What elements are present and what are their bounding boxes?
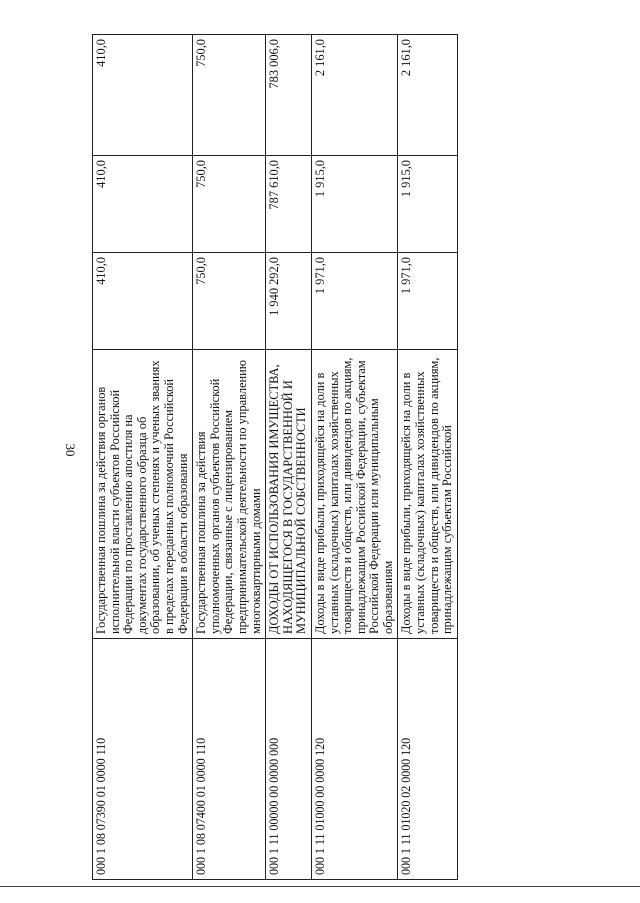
budget-code-cell: 000 1 11 00000 00 0000 000 xyxy=(266,639,312,880)
amount-cell-3: 783 006,0 xyxy=(266,35,312,156)
amount-cell-2: 1 915,0 xyxy=(398,156,457,253)
budget-code-cell: 000 1 08 07400 01 0000 110 xyxy=(193,639,266,880)
table-row xyxy=(398,35,457,880)
table-row xyxy=(266,35,312,880)
revenue-name-cell: Доходы в виде прибыли, приходящейся на доли в уставных (складочных) капиталах хозяйственных товариществ и обществ, или дивидендов по акциям, принадлежащим Российской Федерации, субъектам Российской Федерации или муниципальным образованиям xyxy=(311,350,398,639)
amount-cell-2: 750,0 xyxy=(193,156,266,253)
revenue-name-cell: Государственная пошлина за действия уполномоченных органов субъектов Российской Федерации, связанные с лицензированием предпринимательской деятельности по управлению многоквартирными домами xyxy=(193,350,266,639)
budget-code-cell: 000 1 11 01020 02 0000 120 xyxy=(398,639,457,880)
page-bottom-rule xyxy=(0,886,640,887)
page-number: 30 xyxy=(63,443,78,457)
revenue-name-cell: Государственная пошлина за действия органов исполнительной власти субъектов Российской Федерации по проставлению апостиля на документах государственного образца об образовании, об ученых степенях и ученых званиях в пределах переданных полномочий Российской Федерации в области образования xyxy=(93,350,193,639)
amount-cell-1: 1 971,0 xyxy=(398,253,457,350)
table-row xyxy=(311,35,398,880)
amount-cell-3: 2 161,0 xyxy=(398,35,457,156)
amount-cell-1: 410,0 xyxy=(93,253,193,350)
revenue-name-cell: ДОХОДЫ ОТ ИСПОЛЬЗОВАНИЯ ИМУЩЕСТВА, НАХОДЯЩЕГОСЯ В ГОСУДАРСТВЕННОЙ И МУНИЦИПАЛЬНОЙ СОБСТВЕННОСТИ xyxy=(266,350,312,639)
amount-cell-1: 1 940 292,0 xyxy=(266,253,312,350)
rotated-table-wrapper xyxy=(92,39,542,880)
budget-table xyxy=(92,34,458,880)
budget-code-cell: 000 1 11 01000 00 0000 120 xyxy=(311,639,398,880)
amount-cell-2: 410,0 xyxy=(93,156,193,253)
amount-cell-2: 787 610,0 xyxy=(266,156,312,253)
revenue-name-cell: Доходы в виде прибыли, приходящейся на доли в уставных (складочных) капиталах хозяйственных товариществ и обществ, или дивидендов по акциям, принадлежащим субъектам Российской xyxy=(398,350,457,639)
amount-cell-3: 2 161,0 xyxy=(311,35,398,156)
table-row xyxy=(93,35,193,880)
amount-cell-3: 410,0 xyxy=(93,35,193,156)
table-row xyxy=(193,35,266,880)
budget-code-cell: 000 1 08 07390 01 0000 110 xyxy=(93,639,193,880)
amount-cell-3: 750,0 xyxy=(193,35,266,156)
amount-cell-1: 1 971,0 xyxy=(311,253,398,350)
amount-cell-1: 750,0 xyxy=(193,253,266,350)
amount-cell-2: 1 915,0 xyxy=(311,156,398,253)
